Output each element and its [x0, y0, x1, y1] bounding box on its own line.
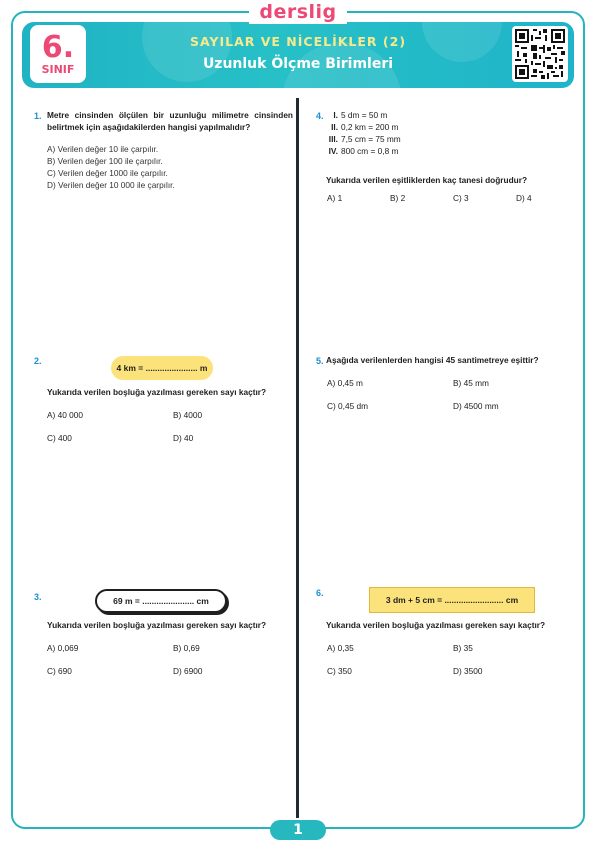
question-stem: Yukarıda verilen eşitliklerden kaç tanesi doğrudur? [326, 175, 528, 185]
options-grid [327, 643, 579, 676]
expression-box: 69 m = ...................... cm [95, 589, 227, 613]
options-row [327, 193, 579, 203]
header-band [22, 22, 574, 88]
brand-logo: derslig [249, 0, 346, 24]
grade-label: SINIF [41, 62, 75, 76]
option-a[interactable]: A) Verilen değer 10 ile çarpılır. [47, 144, 159, 154]
option-d[interactable]: D) 4 [516, 193, 532, 203]
option-b[interactable]: B) Verilen değer 100 ile çarpılır. [47, 156, 163, 166]
question-stem: Yukarıda verilen boşluğa yazılması gereken sayı kaçtır? [326, 620, 546, 630]
roman-numeral: IV. [328, 146, 338, 156]
question-number: 1. [34, 111, 42, 121]
question-number: 5. [316, 356, 324, 366]
option-a[interactable]: A) 0,45 m [327, 378, 363, 388]
option-c[interactable]: C) 0,45 dm [327, 401, 369, 411]
brand-wrap [0, 0, 596, 24]
grade-number: 6. [41, 29, 75, 65]
options-grid [47, 410, 299, 443]
roman-numeral: II. [331, 122, 338, 132]
question-stem: Metre cinsinden ölçülen bir uzunluğu milimetre cinsinden belirtmek için aşağıdakilerden hangisi yapılmalıdır? [47, 110, 293, 132]
statement-row [326, 121, 576, 133]
roman-numeral: I. [333, 110, 338, 120]
option-a[interactable]: A) 0,35 [327, 643, 354, 653]
question-stem: Yukarıda verilen boşluğa yazılması gereken sayı kaçtır? [47, 387, 267, 397]
option-a[interactable]: A) 1 [327, 193, 343, 203]
option-b[interactable]: B) 2 [390, 193, 406, 203]
option-b[interactable]: B) 0,69 [173, 643, 200, 653]
statement-row [326, 109, 576, 121]
question-1 [47, 109, 293, 191]
roman-numeral: III. [328, 134, 338, 144]
expression-box: 4 km = ...................... m [111, 356, 213, 380]
option-a[interactable]: A) 0,069 [47, 643, 79, 653]
option-c[interactable]: C) 400 [47, 433, 72, 443]
option-d[interactable]: D) Verilen değer 10 000 ile çarpılır. [47, 180, 175, 190]
option-b[interactable]: B) 4000 [173, 410, 203, 420]
option-c[interactable]: C) 690 [47, 666, 72, 676]
question-stem: Aşağıda verilenlerden hangisi 45 santimetreye eşittir? [326, 355, 539, 365]
option-d[interactable]: D) 40 [173, 433, 194, 443]
option-b[interactable]: B) 35 [453, 643, 473, 653]
options-grid [47, 643, 299, 676]
column-divider [296, 98, 299, 818]
question-number: 6. [316, 588, 324, 598]
statement-text: 5 dm = 50 m [341, 110, 388, 120]
options-grid [327, 378, 579, 411]
statement-row [326, 145, 576, 157]
expression-box: 3 dm + 5 cm = ......................... cm [369, 587, 535, 613]
question-number: 2. [34, 356, 42, 366]
option-c[interactable]: C) 350 [327, 666, 352, 676]
option-b[interactable]: B) 45 mm [453, 378, 489, 388]
option-c[interactable]: C) 3 [453, 193, 469, 203]
option-d[interactable]: D) 3500 [453, 666, 483, 676]
question-number: 3. [34, 592, 42, 602]
option-a[interactable]: A) 40 000 [47, 410, 83, 420]
option-d[interactable]: D) 6900 [173, 666, 203, 676]
option-d[interactable]: D) 4500 mm [453, 401, 499, 411]
question-4 [326, 109, 576, 186]
statement-text: 800 cm = 0,8 m [341, 146, 399, 156]
option-c[interactable]: C) Verilen değer 1000 ile çarpılır. [47, 168, 168, 178]
topic-title: Uzunluk Ölçme Birimleri [202, 56, 394, 72]
qr-code-icon[interactable] [512, 26, 568, 82]
question-number: 4. [316, 111, 324, 121]
page-number: 1 [270, 820, 326, 840]
statement-text: 0,2 km = 200 m [341, 122, 399, 132]
statement-text: 7,5 cm = 75 mm [341, 134, 401, 144]
question-stem: Yukarıda verilen boşluğa yazılması gereken sayı kaçtır? [47, 620, 267, 630]
unit-title: SAYILAR VE NİCELİKLER (2) [189, 34, 407, 49]
statement-row [326, 133, 576, 145]
